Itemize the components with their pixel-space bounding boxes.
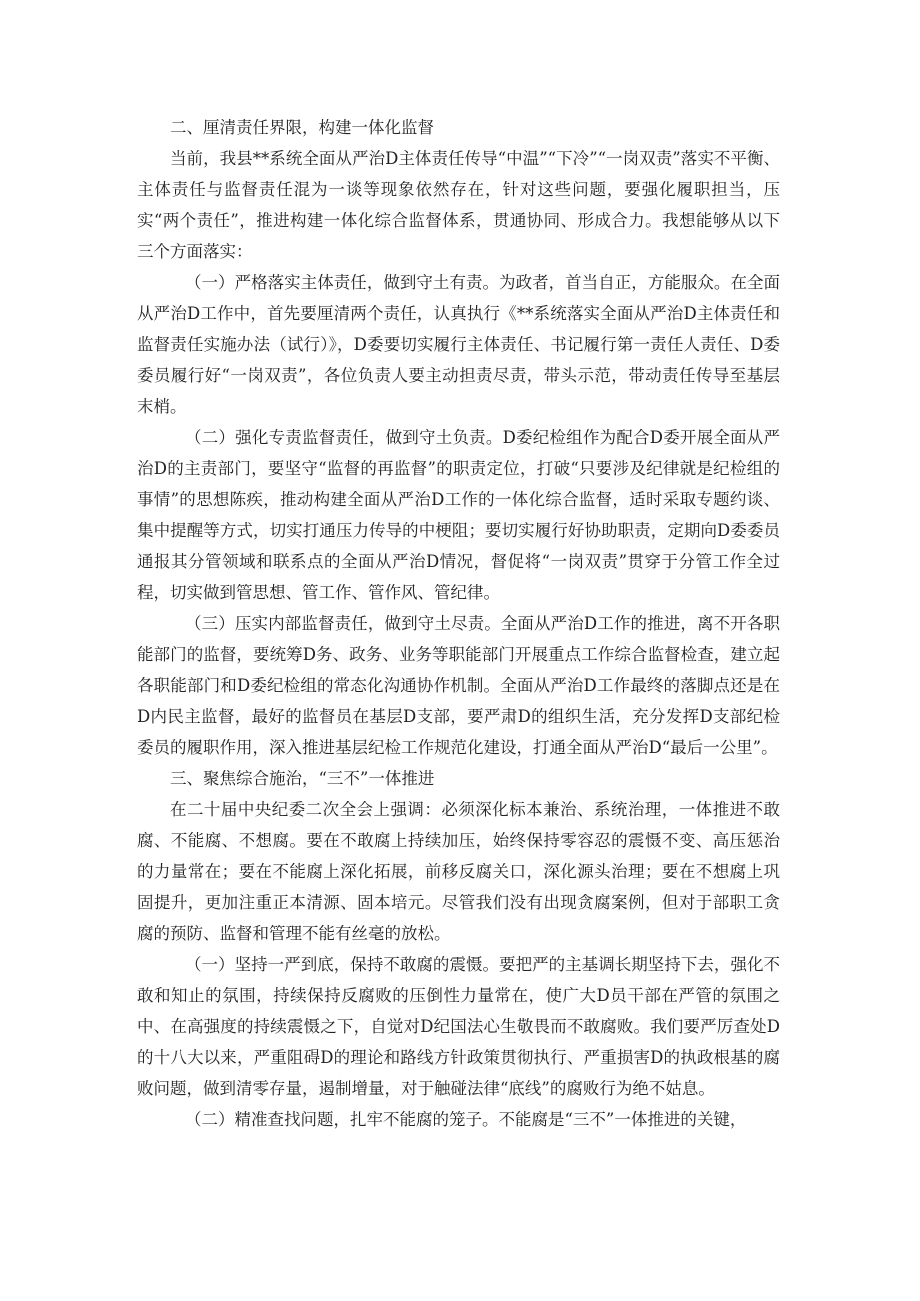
section-2-item-3: （三）压实内部监督责任，做到守土尽责。全面从严治D工作的推进，离不开各职能部门的监督，要统筹D务、政务、业务等职能部门开展重点工作综合监督检查，建立起各职能部门和D委纪检组的常态化沟通协作机制。全面从严治D工作最终的落脚点还是在D内民主监督，最好的监督员在基层D支部，要严肃D的组织生活，充分发挥D支部纪检委员的履职作用，深入推进基层纪检工作规范化建设，打通全面从严治D“最后一公里”。: [137, 614, 780, 757]
section-2-item-2: （二）强化专责监督责任，做到守土负责。D委纪检组作为配合D委开展全面从严治D的主责部门，要坚守“监督的再监督”的职责定位，打破“只要涉及纪律就是纪检组的事情”的思想陈疾，推动构建全面从严治D工作的一体化综合监督，适时采取专题约谈、集中提醒等方式，切实打通压力传导的中梗阻；要切实履行好协助职责，定期向D委委员通报其分管领域和联系点的全面从严治D情况，督促将“一岗双责”贯穿于分管工作全过程，切实做到管思想、管工作、管作风、管纪律。: [137, 428, 780, 602]
section-heading-3: 三、聚焦综合施治，“三不”一体推进: [170, 769, 435, 788]
section-3-item-1: （一）坚持一严到底，保持不敢腐的震慑。要把严的主基调长期坚持下去，强化不敢和知止的氛围，持续保持反腐败的压倒性力量常在，使广大D员干部在严管的氛围之中、在高强度的持续震慑之下，自觉对D纪国法心生敬畏而不敢腐败。我们要严厉查处D的十八大以来，严重阻碍D的理论和路线方针政策贯彻执行、严重损害D的执政根基的腐败问题，做到清零存量，遏制增量，对于触碰法律“底线”的腐败行为绝不姑息。: [137, 955, 780, 1098]
section-2-intro: 当前，我县**系统全面从严治D主体责任传导“中温”“下冷”“一岗双责”落实不平衡、主体责任与监督责任混为一谈等现象依然存在，针对这些问题，要强化履职担当，压实“两个责任”，推进构建一体化综合监督体系，贯通协同、形成合力。我想能够从以下三个方面落实：: [137, 149, 780, 261]
section-3-item-2: （二）精准查找问题，扎牢不能腐的笼子。不能腐是“三不”一体推进的关键，: [185, 1110, 747, 1129]
section-heading-2: 二、厘清责任界限，构建一体化监督: [170, 118, 434, 137]
section-2-item-1: （一）严格落实主体责任，做到守土有责。为政者，首当自正，方能服众。在全面从严治D工作中，首先要厘清两个责任，认真执行《**系统落实全面从严治D主体责任和监督责任实施办法（试行）》，D委要切实履行主体责任、书记履行第一责任人责任、D委委员履行好“一岗双责”，各位负责人要主动担责尽责，带头示范，带动责任传导至基层末梢。: [137, 273, 780, 416]
document-page: [137, 112, 780, 1135]
section-3-intro: 在二十届中央纪委二次全会上强调：必须深化标本兼治、系统治理，一体推进不敢腐、不能腐、不想腐。要在不敢腐上持续加压，始终保持零容忍的震慑不变、高压惩治的力量常在；要在不能腐上深化拓展，前移反腐关口，深化源头治理；要在不想腐上巩固提升，更加注重正本清源、固本培元。尽管我们没有出现贪腐案例，但对于部职工贪腐的预防、监督和管理不能有丝毫的放松。: [137, 800, 780, 943]
